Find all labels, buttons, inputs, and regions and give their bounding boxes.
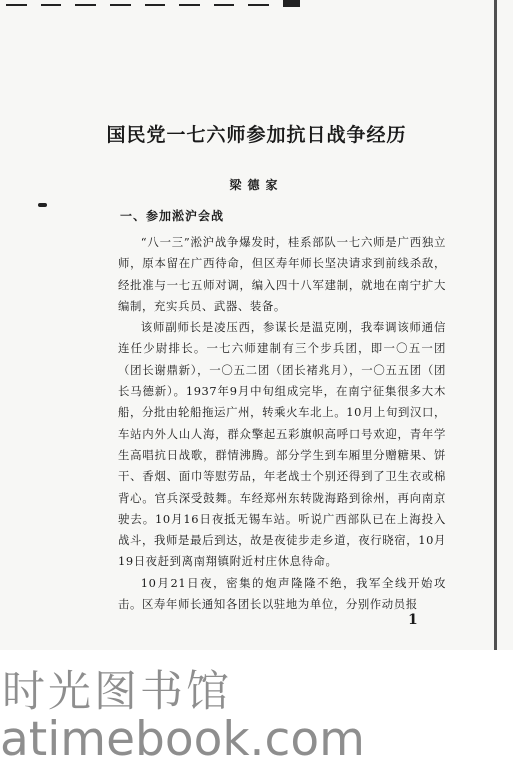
page-number: 1 bbox=[408, 612, 418, 628]
article-body bbox=[118, 232, 446, 615]
watermark-chinese: 时光图书馆 bbox=[2, 667, 232, 717]
article-title: 国民党一七六师参加抗日战争经历 bbox=[106, 124, 407, 146]
scan-edge-marks bbox=[0, 0, 300, 10]
scan-speck bbox=[38, 203, 47, 207]
article-author: 梁德家 bbox=[229, 178, 284, 192]
paragraph: “八一三”淞沪战争爆发时，桂系部队一七六师是广西独立师，原本留在广西待命，但区寿年师长坚决请求到前线杀敌，经批准与一七五师对调，编入四十八军建制，就地在南宁扩大编制，充实兵员、武器、装备。 bbox=[118, 235, 446, 313]
paragraph: 10月21日夜，密集的炮声隆隆不绝，我军全线开始攻击。区寿年师长通知各团长以驻地为单位，分别作动员报 bbox=[118, 575, 446, 612]
scan-edge-border bbox=[494, 0, 497, 650]
watermark-url: atimebook.com bbox=[0, 712, 365, 767]
paragraph: 该师副师长是凌压西，参谋长是温克刚，我奉调该师通信连任少尉排长。一七六师建制有三个步兵团，即一〇五一团（团长谢鼎新），一〇五二团（团长褚兆月），一〇五五团（团长马德新）。1937年9月中旬组成完毕，在南宁征集很多大木船，分批由轮船拖运广州，转乘火车北上。10月上旬到汉口，车站内外人山人海，群众擎起五彩旗帜高呼口号欢迎，青年学生高唱抗日战歌，群情沸腾。部分学生到车厢里分赠糖果、饼干、香烟、面巾等慰劳品，年老战士个别还得到了卫生衣或棉背心。官兵深受鼓舞。车经郑州东转陇海路到徐州，再向南京驶去。10月16日夜抵无锡车站。听说广西部队已在上海投入战斗，我师是最后到达，故是夜徒步走乡道，夜行晓宿，10月19日夜赶到离南翔镇附近村庄休息待命。 bbox=[118, 320, 446, 569]
section-heading: 一、参加淞沪会战 bbox=[120, 209, 225, 223]
